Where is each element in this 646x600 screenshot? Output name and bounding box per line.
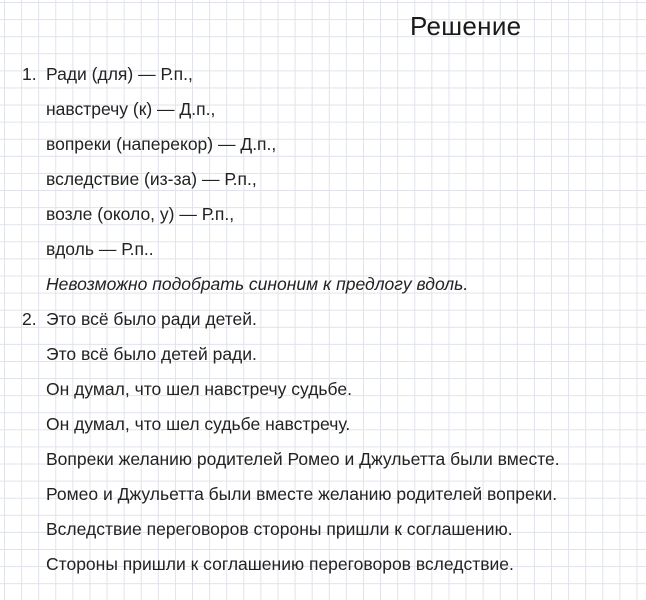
sentence-line: Это всё было детей ради. [46,344,257,364]
sentence-line: Он думал, что шел навстречу судьбе. [46,379,352,399]
sentence-line: Это всё было ради детей. [46,309,257,329]
sentence-line: Стороны пришли к соглашению переговоров вследствие. [46,554,514,574]
note-line: Невозможно подобрать синоним к предлогу вдоль. [46,274,469,294]
sentence-line: Вопреки желанию родителей Ромео и Джульетта были вместе. [46,449,560,469]
answer-line: навстречу (к) — Д.п., [46,99,216,119]
answer-line: вопреки (наперекор) — Д.п., [46,134,277,154]
item-number-1: 1. [22,64,37,84]
answer-line: возле (около, у) — Р.п., [46,204,235,224]
item-number-2: 2. [22,309,37,329]
page-title: Решение [410,11,522,41]
answer-line: Ради (для) — Р.п., [46,64,193,84]
answer-line: вследствие (из-за) — Р.п., [46,169,257,189]
sentence-line: Ромео и Джульетта были вместе желанию родителей вопреки. [46,484,558,504]
sentence-line: Вследствие переговоров стороны пришли к соглашению. [46,519,513,539]
sentence-line: Он думал, что шел судьбе навстречу. [46,414,351,434]
answer-line: вдоль — Р.п.. [46,239,154,259]
